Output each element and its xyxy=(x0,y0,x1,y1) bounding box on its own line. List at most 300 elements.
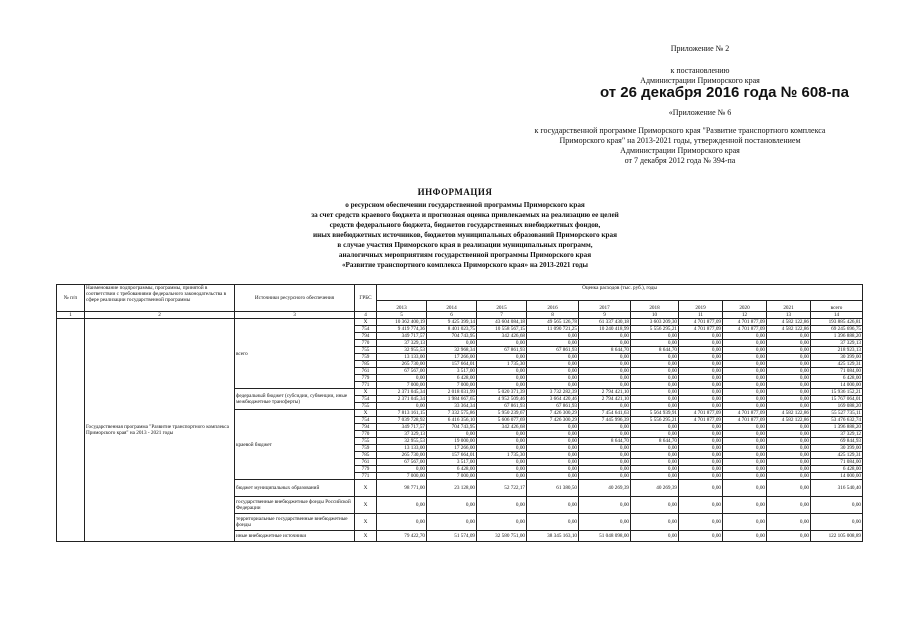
value-cell: 0,00 xyxy=(579,375,631,382)
value-cell: 0,00 xyxy=(767,431,811,438)
grbs-cell: 755 xyxy=(355,403,377,410)
value-cell: 0,00 xyxy=(527,466,579,473)
value-cell: 5 564 939,91 xyxy=(631,410,679,417)
value-cell: 4 701 877,09 xyxy=(723,417,767,424)
value-cell: 49 565 126,78 xyxy=(527,319,579,326)
column-number: 11 xyxy=(679,312,723,319)
column-number: 4 xyxy=(355,312,377,319)
value-cell: 0,00 xyxy=(477,431,527,438)
value-cell: 0,00 xyxy=(427,514,477,531)
value-cell: 0,00 xyxy=(477,382,527,389)
value-cell: 4 582 122,86 xyxy=(767,319,811,326)
column-number: 1 xyxy=(57,312,85,319)
value-cell: 0,00 xyxy=(723,340,767,347)
grbs-cell: 794 xyxy=(355,424,377,431)
grbs-cell: 759 xyxy=(355,354,377,361)
value-cell: 0,00 xyxy=(579,445,631,452)
value-cell: 0,00 xyxy=(679,340,723,347)
program-reference-4: от 7 декабря 2012 года № 394-па xyxy=(624,156,736,165)
column-number: 5 xyxy=(377,312,427,319)
source-cell: государственные внебюджетные фонды Российской Федерации xyxy=(235,497,355,514)
value-cell: 0,00 xyxy=(477,438,527,445)
value-cell: 0,00 xyxy=(477,354,527,361)
value-cell: 0,00 xyxy=(631,497,679,514)
grbs-cell: 770 xyxy=(355,431,377,438)
value-cell: 0,00 xyxy=(723,389,767,396)
value-cell: 0,00 xyxy=(679,403,723,410)
value-cell: 8 401 023,75 xyxy=(427,326,477,333)
value-cell: 0,00 xyxy=(527,497,579,514)
grbs-cell: X xyxy=(355,514,377,531)
value-cell: 37 329,13 xyxy=(811,340,863,347)
value-cell: 425 129,31 xyxy=(811,361,863,368)
value-cell: 1 396 888,20 xyxy=(811,424,863,431)
value-cell: 0,00 xyxy=(631,452,679,459)
value-cell: 0,00 xyxy=(723,480,767,497)
value-cell: 0,00 xyxy=(579,340,631,347)
value-cell: 0,00 xyxy=(811,497,863,514)
value-cell: 71 084,00 xyxy=(811,368,863,375)
header-year: 2014 xyxy=(427,301,477,312)
value-cell: 0,00 xyxy=(579,424,631,431)
value-cell: 0,00 xyxy=(679,514,723,531)
value-cell: 0,00 xyxy=(723,361,767,368)
value-cell: 0,00 xyxy=(723,438,767,445)
value-cell: 0,00 xyxy=(527,375,579,382)
value-cell: 0,00 xyxy=(679,347,723,354)
header-year: всего xyxy=(811,301,863,312)
grbs-cell: X xyxy=(355,497,377,514)
value-cell: 0,00 xyxy=(723,403,767,410)
column-number: 13 xyxy=(767,312,811,319)
value-cell: 0,00 xyxy=(723,514,767,531)
value-cell: 0,00 xyxy=(723,382,767,389)
value-cell: 37 329,13 xyxy=(377,340,427,347)
value-cell: 157 664,01 xyxy=(427,361,477,368)
value-cell: 425 129,31 xyxy=(811,452,863,459)
program-reference-1: к государственной программе Приморского края "Развитие транспортного комплекса xyxy=(534,126,826,135)
value-cell: 0,00 xyxy=(767,531,811,542)
column-number: 12 xyxy=(723,312,767,319)
value-cell: 0,00 xyxy=(631,514,679,531)
source-cell: иные внебюджетные источники xyxy=(235,531,355,542)
value-cell: 0,00 xyxy=(631,354,679,361)
value-cell: 0,00 xyxy=(723,452,767,459)
value-cell: 7 000,00 xyxy=(377,473,427,480)
value-cell: 0,00 xyxy=(679,438,723,445)
value-cell: 13 133,00 xyxy=(377,354,427,361)
column-number: 3 xyxy=(235,312,355,319)
column-number: 7 xyxy=(477,312,527,319)
value-cell: 0,00 xyxy=(631,445,679,452)
value-cell: 67 567,00 xyxy=(377,368,427,375)
value-cell: 6 428,00 xyxy=(427,466,477,473)
column-number: 2 xyxy=(85,312,235,319)
header-year: 2013 xyxy=(377,301,427,312)
value-cell: 0,00 xyxy=(679,459,723,466)
value-cell: 10 362 400,19 xyxy=(377,319,427,326)
value-cell: 0,00 xyxy=(427,497,477,514)
header-source: Источники ресурсного обеспечения xyxy=(235,285,355,312)
value-cell: 0,00 xyxy=(579,473,631,480)
value-cell: 79 422,70 xyxy=(377,531,427,542)
value-cell: 0,00 xyxy=(679,368,723,375)
value-cell: 0,00 xyxy=(723,354,767,361)
value-cell: 0,00 xyxy=(579,459,631,466)
value-cell: 0,00 xyxy=(477,445,527,452)
header-no: № п/п xyxy=(57,285,85,312)
administration-label: Администрации Приморского края xyxy=(640,76,760,85)
value-cell: 98 771,00 xyxy=(377,480,427,497)
value-cell: 0,00 xyxy=(767,459,811,466)
value-cell: 0,00 xyxy=(679,389,723,396)
to-resolution-label: к постановлению xyxy=(670,66,730,75)
value-cell: 69 844,93 xyxy=(811,438,863,445)
value-cell: 0,00 xyxy=(767,445,811,452)
value-cell: 17 266,00 xyxy=(427,445,477,452)
value-cell: 15 936 152,21 xyxy=(811,389,863,396)
value-cell: 0,00 xyxy=(723,368,767,375)
value-cell: 0,00 xyxy=(631,431,679,438)
grbs-cell: 779 xyxy=(355,375,377,382)
grbs-cell: X xyxy=(355,389,377,396)
header-year: 2017 xyxy=(579,301,631,312)
value-cell: 0,00 xyxy=(767,514,811,531)
value-cell: 32 580 751,00 xyxy=(477,531,527,542)
value-cell: 0,00 xyxy=(477,514,527,531)
grbs-cell: 754 xyxy=(355,326,377,333)
value-cell: 0,00 xyxy=(723,531,767,542)
value-cell: 67 861,93 xyxy=(527,347,579,354)
value-cell: 265 730,00 xyxy=(377,361,427,368)
table-row xyxy=(57,319,863,326)
source-cell: всего xyxy=(235,319,355,389)
value-cell: 169 088,20 xyxy=(811,403,863,410)
value-cell: 157 664,01 xyxy=(427,452,477,459)
subtitle-line: средств федерального бюджета, бюджетов государственных внебюджетных фондов, xyxy=(329,221,601,229)
value-cell: 0,00 xyxy=(767,480,811,497)
value-cell: 0,00 xyxy=(679,431,723,438)
value-cell: 11 090 721,25 xyxy=(527,326,579,333)
column-number: 14 xyxy=(811,312,863,319)
value-cell: 0,00 xyxy=(631,382,679,389)
value-cell: 4 582 122,86 xyxy=(767,417,811,424)
grbs-cell: 770 xyxy=(355,340,377,347)
grbs-cell: 761 xyxy=(355,459,377,466)
column-number: 8 xyxy=(527,312,579,319)
value-cell: 0,00 xyxy=(579,514,631,531)
grbs-cell: 759 xyxy=(355,445,377,452)
value-cell: 61 380,50 xyxy=(527,480,579,497)
value-cell: 30 399,00 xyxy=(811,445,863,452)
value-cell: 0,00 xyxy=(579,452,631,459)
value-cell: 0,00 xyxy=(767,382,811,389)
value-cell: 0,00 xyxy=(527,431,579,438)
appendix-2-label: Приложение № 2 xyxy=(670,44,730,53)
value-cell: 0,00 xyxy=(767,347,811,354)
value-cell: 0,00 xyxy=(767,424,811,431)
value-cell: 0,00 xyxy=(631,466,679,473)
header-year: 2019 xyxy=(679,301,723,312)
value-cell: 0,00 xyxy=(767,354,811,361)
value-cell: 0,00 xyxy=(723,497,767,514)
value-cell: 218 923,13 xyxy=(811,347,863,354)
value-cell: 0,00 xyxy=(527,452,579,459)
header-year: 2016 xyxy=(527,301,579,312)
appendix-6-label: «Приложение № 6 xyxy=(668,108,732,117)
value-cell: 14 000,00 xyxy=(811,382,863,389)
value-cell: 0,00 xyxy=(631,403,679,410)
value-cell: 0,00 xyxy=(767,497,811,514)
value-cell: 0,00 xyxy=(723,431,767,438)
value-cell: 0,00 xyxy=(723,466,767,473)
subtitle-line: аналогичных мероприятиям государственной программы Приморского края xyxy=(338,251,592,259)
value-cell: 7 445 996,39 xyxy=(579,417,631,424)
value-cell: 9 425 399,14 xyxy=(427,319,477,326)
value-cell: 10 558 567,15 xyxy=(477,326,527,333)
value-cell: 13 133,00 xyxy=(377,445,427,452)
subtitle-line: «Развитие транспортного комплекса Приморского края» на 2013-2021 годы xyxy=(341,261,589,269)
document-title: ИНФОРМАЦИЯ xyxy=(417,187,493,197)
value-cell: 3 664 420,46 xyxy=(527,396,579,403)
value-cell: 0,00 xyxy=(377,514,427,531)
value-cell: 342 426,68 xyxy=(477,424,527,431)
value-cell: 0,00 xyxy=(723,445,767,452)
value-cell: 0,00 xyxy=(723,375,767,382)
grbs-cell: 771 xyxy=(355,473,377,480)
value-cell: 0,00 xyxy=(527,438,579,445)
value-cell: 67 567,00 xyxy=(377,459,427,466)
value-cell: 0,00 xyxy=(477,497,527,514)
value-cell: 71 084,00 xyxy=(811,459,863,466)
resource-table xyxy=(56,284,863,542)
value-cell: 30 399,00 xyxy=(811,354,863,361)
value-cell: 0,00 xyxy=(527,514,579,531)
value-cell: 0,00 xyxy=(631,531,679,542)
value-cell: 0,00 xyxy=(767,466,811,473)
program-reference-2: Приморского края" на 2013-2021 годы, утвержденной постановлением xyxy=(559,136,801,145)
value-cell: 3 603 209,30 xyxy=(631,319,679,326)
table-colnum-row xyxy=(57,312,863,319)
value-cell: 2 371 045,34 xyxy=(377,389,427,396)
value-cell: 0,00 xyxy=(477,340,527,347)
value-cell: 1 735,30 xyxy=(477,452,527,459)
program-name-cell: Государственная программа "Развитие транспортного комплекса Приморского края" на 2013 - 2021 годы xyxy=(85,319,235,542)
value-cell: 6 428,00 xyxy=(811,466,863,473)
table-header-row xyxy=(57,285,863,301)
value-cell: 6 428,00 xyxy=(427,375,477,382)
value-cell: 0,00 xyxy=(679,531,723,542)
value-cell: 0,00 xyxy=(679,497,723,514)
value-cell: 3 517,00 xyxy=(427,368,477,375)
value-cell: 0,00 xyxy=(679,354,723,361)
value-cell: 0,00 xyxy=(811,514,863,531)
value-cell: 265 730,00 xyxy=(377,452,427,459)
source-cell: бюджет муниципальных образований xyxy=(235,480,355,497)
grbs-cell: X xyxy=(355,480,377,497)
value-cell: 38 345 163,10 xyxy=(527,531,579,542)
value-cell: 0,00 xyxy=(767,340,811,347)
value-cell: 67 861,93 xyxy=(477,403,527,410)
value-cell: 0,00 xyxy=(631,368,679,375)
header-estimate: Оценка расходов (тыс. руб.), годы xyxy=(377,285,863,301)
value-cell: 0,00 xyxy=(767,396,811,403)
value-cell: 9 419 774,36 xyxy=(377,326,427,333)
value-cell: 1 984 667,65 xyxy=(427,396,477,403)
value-cell: 0,00 xyxy=(579,354,631,361)
value-cell: 0,00 xyxy=(767,452,811,459)
value-cell: 19 000,00 xyxy=(427,438,477,445)
value-cell: 5 950 239,67 xyxy=(477,410,527,417)
source-cell: территориальные государственные внебюджетные фонды xyxy=(235,514,355,531)
value-cell: 349 717,57 xyxy=(377,424,427,431)
value-cell: 122 105 008,89 xyxy=(811,531,863,542)
value-cell: 15 767 064,01 xyxy=(811,396,863,403)
value-cell: 0,00 xyxy=(477,466,527,473)
value-cell: 0,00 xyxy=(767,389,811,396)
value-cell: 0,00 xyxy=(477,368,527,375)
value-cell: 37 329,13 xyxy=(377,431,427,438)
header-year: 2018 xyxy=(631,301,679,312)
value-cell: 53 476 632,74 xyxy=(811,417,863,424)
value-cell: 0,00 xyxy=(723,473,767,480)
value-cell: 0,00 xyxy=(631,396,679,403)
value-cell: 69 245 696,75 xyxy=(811,326,863,333)
value-cell: 0,00 xyxy=(377,466,427,473)
grbs-cell: 755 xyxy=(355,347,377,354)
value-cell: 7 426 300,29 xyxy=(527,417,579,424)
value-cell: 7 039 728,92 xyxy=(377,417,427,424)
header-program-name: Наименование подпрограммы, программы, принятой в соответствии с требованиями федерального законодательства в сфере реализации государственной программы xyxy=(85,285,235,312)
value-cell: 0,00 xyxy=(579,382,631,389)
value-cell: 0,00 xyxy=(679,375,723,382)
grbs-cell: 785 xyxy=(355,361,377,368)
value-cell: 0,00 xyxy=(527,445,579,452)
grbs-cell: X xyxy=(355,410,377,417)
header-grbs: ГРБС xyxy=(355,285,377,312)
value-cell: 67 861,93 xyxy=(527,403,579,410)
value-cell: 316 540,40 xyxy=(811,480,863,497)
value-cell: 4 701 877,09 xyxy=(679,417,723,424)
value-cell: 7 426 300,29 xyxy=(527,410,579,417)
value-cell: 0,00 xyxy=(679,480,723,497)
value-cell: 7 000,00 xyxy=(377,382,427,389)
value-cell: 40 269,39 xyxy=(579,480,631,497)
value-cell: 8 644,70 xyxy=(631,438,679,445)
value-cell: 0,00 xyxy=(579,497,631,514)
value-cell: 55 527 735,11 xyxy=(811,410,863,417)
column-number: 10 xyxy=(631,312,679,319)
value-cell: 0,00 xyxy=(679,424,723,431)
value-cell: 0,00 xyxy=(377,497,427,514)
value-cell: 0,00 xyxy=(527,333,579,340)
value-cell: 0,00 xyxy=(527,340,579,347)
grbs-cell: 754 xyxy=(355,417,377,424)
value-cell: 51 048 098,00 xyxy=(579,531,631,542)
value-cell: 0,00 xyxy=(631,375,679,382)
value-cell: 40 269,39 xyxy=(631,480,679,497)
value-cell: 32 955,53 xyxy=(377,347,427,354)
source-cell: краевой бюджет xyxy=(235,410,355,480)
subtitle-line: за счет средств краевого бюджета и прогнозная оценка привлекаемых на реализацию ее целей xyxy=(311,211,619,219)
value-cell: 0,00 xyxy=(527,459,579,466)
value-cell: 0,00 xyxy=(527,368,579,375)
value-cell: 0,00 xyxy=(579,466,631,473)
value-cell: 5 556 295,21 xyxy=(631,417,679,424)
value-cell: 7 332 575,86 xyxy=(427,410,477,417)
value-cell: 0,00 xyxy=(679,361,723,368)
value-cell: 32 955,53 xyxy=(377,438,427,445)
value-cell: 0,00 xyxy=(377,403,427,410)
value-cell: 61 337 430,18 xyxy=(579,319,631,326)
value-cell: 0,00 xyxy=(631,389,679,396)
value-cell: 0,00 xyxy=(527,354,579,361)
value-cell: 0,00 xyxy=(527,382,579,389)
value-cell: 0,00 xyxy=(767,375,811,382)
resolution-date: от 26 декабря 2016 года № 608-па xyxy=(600,84,849,101)
value-cell: 0,00 xyxy=(477,375,527,382)
value-cell: 0,00 xyxy=(579,368,631,375)
value-cell: 17 266,00 xyxy=(427,354,477,361)
value-cell: 0,00 xyxy=(679,396,723,403)
header-year: 2015 xyxy=(477,301,527,312)
value-cell: 4 701 877,09 xyxy=(723,410,767,417)
grbs-cell: 785 xyxy=(355,452,377,459)
value-cell: 0,00 xyxy=(679,452,723,459)
value-cell: 4 701 877,09 xyxy=(723,326,767,333)
value-cell: 43 604 084,18 xyxy=(477,319,527,326)
value-cell: 7 000,00 xyxy=(427,473,477,480)
value-cell: 8 644,70 xyxy=(579,347,631,354)
grbs-cell: 754 xyxy=(355,396,377,403)
value-cell: 7 000,00 xyxy=(427,382,477,389)
value-cell: 3 732 282,39 xyxy=(527,389,579,396)
value-cell: 0,00 xyxy=(679,473,723,480)
value-cell: 2 371 045,34 xyxy=(377,396,427,403)
value-cell: 193 885 426,81 xyxy=(811,319,863,326)
grbs-cell: 755 xyxy=(355,438,377,445)
value-cell: 3 517,00 xyxy=(427,459,477,466)
value-cell: 10 240 418,99 xyxy=(579,326,631,333)
value-cell: 342 426,68 xyxy=(477,333,527,340)
value-cell: 6 428,00 xyxy=(811,375,863,382)
value-cell: 7 813 161,15 xyxy=(377,410,427,417)
value-cell: 0,00 xyxy=(767,333,811,340)
value-cell: 5 020 371,39 xyxy=(477,389,527,396)
value-cell: 7 454 641,63 xyxy=(579,410,631,417)
value-cell: 0,00 xyxy=(723,424,767,431)
value-cell: 67 861,93 xyxy=(477,347,527,354)
value-cell: 1 735,30 xyxy=(477,361,527,368)
value-cell: 33 364,34 xyxy=(427,403,477,410)
value-cell: 23 128,00 xyxy=(427,480,477,497)
value-cell: 0,00 xyxy=(631,333,679,340)
value-cell: 4 952 509,46 xyxy=(477,396,527,403)
row-number-cell xyxy=(57,319,85,542)
value-cell: 0,00 xyxy=(579,333,631,340)
value-cell: 0,00 xyxy=(477,473,527,480)
value-cell: 0,00 xyxy=(477,459,527,466)
value-cell: 8 644,70 xyxy=(579,438,631,445)
value-cell: 0,00 xyxy=(767,403,811,410)
value-cell: 2 018 031,99 xyxy=(427,389,477,396)
column-number: 6 xyxy=(427,312,477,319)
value-cell: 0,00 xyxy=(767,368,811,375)
value-cell: 0,00 xyxy=(527,424,579,431)
value-cell: 0,00 xyxy=(723,333,767,340)
value-cell: 0,00 xyxy=(723,459,767,466)
value-cell: 0,00 xyxy=(579,361,631,368)
